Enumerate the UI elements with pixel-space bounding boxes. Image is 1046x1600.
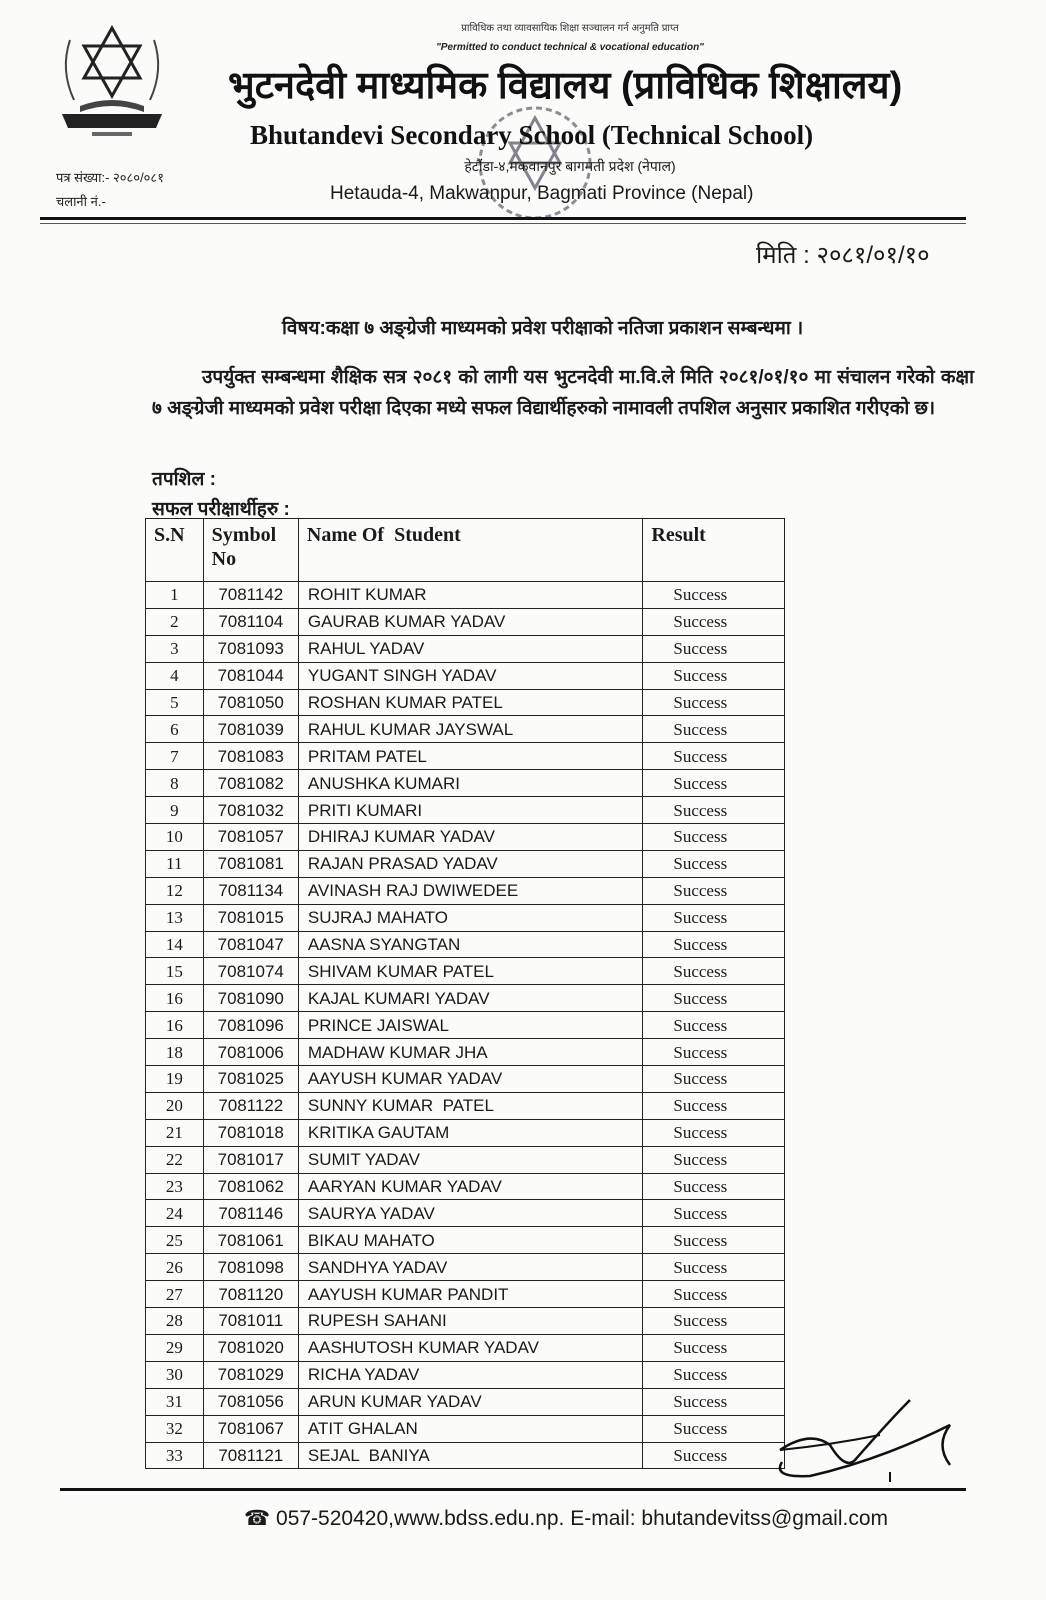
cell-result: Success: [643, 743, 785, 770]
table-row: [146, 716, 785, 743]
cell-sn: 11: [146, 850, 204, 877]
cell-symbol: 7081061: [203, 1227, 298, 1254]
cell-name: SANDHYA YADAV: [298, 1254, 643, 1281]
cell-sn: 16: [146, 1012, 204, 1039]
cell-result: Success: [643, 582, 785, 609]
cell-symbol: 7081096: [203, 1012, 298, 1039]
table-row: [146, 1442, 785, 1469]
cell-result: Success: [643, 1066, 785, 1093]
table-row: [146, 582, 785, 609]
school-name-np: भुटनदेवी माध्यमिक विद्यालय (प्राविधिक शिक्षालय): [228, 65, 903, 107]
cell-result: Success: [643, 770, 785, 797]
cell-symbol: 7081039: [203, 716, 298, 743]
cell-sn: 30: [146, 1361, 204, 1388]
cell-sn: 24: [146, 1200, 204, 1227]
cell-result: Success: [643, 1173, 785, 1200]
cell-result: Success: [643, 877, 785, 904]
table-row: [146, 824, 785, 851]
cell-symbol: 7081074: [203, 958, 298, 985]
cell-sn: 1: [146, 582, 204, 609]
cell-name: ANUSHKA KUMARI: [298, 770, 643, 797]
cell-sn: 5: [146, 689, 204, 716]
cell-name: DHIRAJ KUMAR YADAV: [298, 824, 643, 851]
cell-symbol: 7081121: [203, 1442, 298, 1469]
cell-symbol: 7081011: [203, 1308, 298, 1335]
cell-result: Success: [643, 824, 785, 851]
cell-name: AARYAN KUMAR YADAV: [298, 1173, 643, 1200]
address-np: हेटौंडा-४,मकवानपुर बागमती प्रदेश (नेपाल): [464, 158, 676, 174]
results-table: [145, 518, 785, 1469]
cell-name: PRITI KUMARI: [298, 797, 643, 824]
cell-result: Success: [643, 1308, 785, 1335]
cell-symbol: 7081017: [203, 1146, 298, 1173]
cell-symbol: 7081104: [203, 608, 298, 635]
cell-result: Success: [643, 797, 785, 824]
cell-name: YUGANT SINGH YADAV: [298, 662, 643, 689]
cell-name: RAJAN PRASAD YADAV: [298, 850, 643, 877]
cell-name: RICHA YADAV: [298, 1361, 643, 1388]
cell-symbol: 7081006: [203, 1039, 298, 1066]
reference-number: पत्र संख्या:- २०८०/०८१: [56, 170, 164, 185]
telephone-icon: ☎: [244, 1507, 271, 1530]
table-row: [146, 797, 785, 824]
cell-name: AAYUSH KUMAR PANDIT: [298, 1281, 643, 1308]
cell-sn: 16: [146, 985, 204, 1012]
cell-sn: 28: [146, 1308, 204, 1335]
table-row: [146, 1200, 785, 1227]
cell-symbol: 7081047: [203, 931, 298, 958]
cell-sn: 25: [146, 1227, 204, 1254]
cell-symbol: 7081050: [203, 689, 298, 716]
cell-name: SAURYA YADAV: [298, 1200, 643, 1227]
school-name-en: Bhutandevi Secondary School (Technical School): [250, 120, 814, 150]
cell-sn: 32: [146, 1415, 204, 1442]
table-row: [146, 850, 785, 877]
cell-result: Success: [643, 904, 785, 931]
cell-sn: 15: [146, 958, 204, 985]
cell-symbol: 7081025: [203, 1066, 298, 1093]
footer-divider: [60, 1488, 966, 1491]
cell-name: ARUN KUMAR YADAV: [298, 1388, 643, 1415]
successful-candidates-label: सफल परीक्षार्थीहरु :: [152, 499, 290, 520]
table-header-row: [146, 519, 785, 582]
cell-result: Success: [643, 850, 785, 877]
cell-name: MADHAW KUMAR JHA: [298, 1039, 643, 1066]
cell-name: RAHUL KUMAR JAYSWAL: [298, 716, 643, 743]
table-row: [146, 1388, 785, 1415]
letter-subject: विषय:कक्षा ७ अङ्ग्रेजी माध्यमको प्रवेश परीक्षाको नतिजा प्रकाशन सम्बन्धमा ।: [282, 318, 804, 339]
cell-result: Success: [643, 931, 785, 958]
header-divider: [40, 217, 966, 220]
cell-result: Success: [643, 635, 785, 662]
body-paragraph: [152, 362, 974, 424]
header-sn: S.N: [146, 519, 204, 582]
table-row: [146, 770, 785, 797]
cell-symbol: 7081015: [203, 904, 298, 931]
cell-sn: 13: [146, 904, 204, 931]
table-row: [146, 877, 785, 904]
cell-name: SEJAL BANIYA: [298, 1442, 643, 1469]
cell-result: Success: [643, 1227, 785, 1254]
table-row: [146, 1281, 785, 1308]
table-row: [146, 985, 785, 1012]
table-row: [146, 635, 785, 662]
cell-name: AAYUSH KUMAR YADAV: [298, 1066, 643, 1093]
cell-symbol: 7081120: [203, 1281, 298, 1308]
cell-sn: 14: [146, 931, 204, 958]
header-divider-thin: [40, 223, 966, 224]
cell-sn: 10: [146, 824, 204, 851]
table-row: [146, 662, 785, 689]
footer-contact: [244, 1506, 888, 1531]
cell-name: KRITIKA GAUTAM: [298, 1119, 643, 1146]
cell-result: Success: [643, 1442, 785, 1469]
cell-name: AVINASH RAJ DWIWEDEE: [298, 877, 643, 904]
permit-text-np: प्राविधिक तथा व्यावसायिक शिक्षा सञ्चालन गर्न अनुमति प्राप्त: [461, 23, 679, 34]
header-name: Name Of Student: [298, 519, 643, 582]
cell-result: Success: [643, 608, 785, 635]
cell-result: Success: [643, 1361, 785, 1388]
cell-symbol: 7081032: [203, 797, 298, 824]
table-body: [146, 582, 785, 1469]
letter-date: मिति : २०८१/०१/१०: [756, 242, 930, 269]
cell-symbol: 7081081: [203, 850, 298, 877]
cell-symbol: 7081056: [203, 1388, 298, 1415]
table-row: [146, 1308, 785, 1335]
cell-result: Success: [643, 1254, 785, 1281]
address-en: Hetauda-4, Makwanpur, Bagmati Province (Nepal): [330, 183, 754, 204]
cell-result: Success: [643, 662, 785, 689]
cell-result: Success: [643, 716, 785, 743]
table-row: [146, 1066, 785, 1093]
cell-sn: 6: [146, 716, 204, 743]
details-label: तपशिल :: [152, 469, 216, 490]
cell-sn: 27: [146, 1281, 204, 1308]
cell-sn: 26: [146, 1254, 204, 1281]
dispatch-number: चलानी नं.-: [56, 194, 106, 209]
table-row: [146, 1227, 785, 1254]
cell-result: Success: [643, 1281, 785, 1308]
cell-name: RUPESH SAHANI: [298, 1308, 643, 1335]
cell-symbol: 7081044: [203, 662, 298, 689]
cell-sn: 19: [146, 1066, 204, 1093]
cell-sn: 33: [146, 1442, 204, 1469]
table-row: [146, 1146, 785, 1173]
cell-symbol: 7081018: [203, 1119, 298, 1146]
cell-result: Success: [643, 1200, 785, 1227]
cell-symbol: 7081067: [203, 1415, 298, 1442]
cell-name: KAJAL KUMARI YADAV: [298, 985, 643, 1012]
header-result: Result: [643, 519, 785, 582]
table-row: [146, 1092, 785, 1119]
cell-result: Success: [643, 1415, 785, 1442]
cell-sn: 3: [146, 635, 204, 662]
footer-text: 057-520420,www.bdss.edu.np. E-mail: bhutandevitss@gmail.com: [276, 1507, 888, 1530]
cell-symbol: 7081090: [203, 985, 298, 1012]
cell-sn: 29: [146, 1334, 204, 1361]
cell-symbol: 7081020: [203, 1334, 298, 1361]
cell-result: Success: [643, 1012, 785, 1039]
cell-symbol: 7081029: [203, 1361, 298, 1388]
cell-sn: 18: [146, 1039, 204, 1066]
table-row: [146, 1361, 785, 1388]
header-symbol-line1: Symbol: [211, 524, 277, 546]
cell-name: SHIVAM KUMAR PATEL: [298, 958, 643, 985]
cell-name: AASHUTOSH KUMAR YADAV: [298, 1334, 643, 1361]
cell-name: SUMIT YADAV: [298, 1146, 643, 1173]
cell-name: ROSHAN KUMAR PATEL: [298, 689, 643, 716]
cell-symbol: 7081134: [203, 877, 298, 904]
cell-name: ATIT GHALAN: [298, 1415, 643, 1442]
table-row: [146, 1173, 785, 1200]
cell-sn: 23: [146, 1173, 204, 1200]
cell-result: Success: [643, 985, 785, 1012]
table-row: [146, 904, 785, 931]
cell-symbol: 7081093: [203, 635, 298, 662]
table-row: [146, 1254, 785, 1281]
cell-symbol: 7081082: [203, 770, 298, 797]
table-row: [146, 1415, 785, 1442]
table-row: [146, 689, 785, 716]
cell-sn: 20: [146, 1092, 204, 1119]
cell-sn: 21: [146, 1119, 204, 1146]
school-logo: [52, 20, 172, 150]
cell-name: AASNA SYANGTAN: [298, 931, 643, 958]
cell-sn: 2: [146, 608, 204, 635]
cell-symbol: 7081057: [203, 824, 298, 851]
cell-result: Success: [643, 1146, 785, 1173]
table-row: [146, 743, 785, 770]
cell-sn: 4: [146, 662, 204, 689]
cell-name: ROHIT KUMAR: [298, 582, 643, 609]
cell-symbol: 7081146: [203, 1200, 298, 1227]
cell-name: PRINCE JAISWAL: [298, 1012, 643, 1039]
cell-symbol: 7081122: [203, 1092, 298, 1119]
table-row: [146, 1119, 785, 1146]
cell-name: PRITAM PATEL: [298, 743, 643, 770]
cell-symbol: 7081142: [203, 582, 298, 609]
table-row: [146, 1039, 785, 1066]
signature: [770, 1390, 970, 1490]
cell-result: Success: [643, 1092, 785, 1119]
cell-symbol: 7081098: [203, 1254, 298, 1281]
cell-name: GAURAB KUMAR YADAV: [298, 608, 643, 635]
cell-result: Success: [643, 1039, 785, 1066]
cell-result: Success: [643, 1388, 785, 1415]
table-row: [146, 608, 785, 635]
cell-result: Success: [643, 689, 785, 716]
table-row: [146, 958, 785, 985]
cell-name: RAHUL YADAV: [298, 635, 643, 662]
table-row: [146, 1012, 785, 1039]
cell-result: Success: [643, 1334, 785, 1361]
cell-sn: 9: [146, 797, 204, 824]
body-text: उपर्युक्त सम्बन्धमा शैक्षिक सत्र २०८१ को लागी यस भुटनदेवी मा.वि.ले मिति २०८१/०१/१० मा संचालन गरेको कक्षा ७ अङ्ग्रेजी माध्यमको प्रवेश परीक्षा दिएका मध्ये सफल विद्यार्थीहरुको नामावली तपशिल अनुसार प्रकाशित गरीएको छ।: [152, 367, 974, 419]
cell-sn: 7: [146, 743, 204, 770]
table-row: [146, 931, 785, 958]
permit-text-en: "Permitted to conduct technical & vocational education": [436, 42, 704, 53]
cell-name: SUJRAJ MAHATO: [298, 904, 643, 931]
cell-name: BIKAU MAHATO: [298, 1227, 643, 1254]
cell-sn: 22: [146, 1146, 204, 1173]
cell-sn: 31: [146, 1388, 204, 1415]
cell-result: Success: [643, 958, 785, 985]
cell-symbol: 7081083: [203, 743, 298, 770]
cell-result: Success: [643, 1119, 785, 1146]
cell-sn: 12: [146, 877, 204, 904]
cell-name: SUNNY KUMAR PATEL: [298, 1092, 643, 1119]
table-row: [146, 1334, 785, 1361]
cell-sn: 8: [146, 770, 204, 797]
header-symbol-line2: No: [211, 548, 237, 570]
header-symbol: [203, 519, 298, 582]
cell-symbol: 7081062: [203, 1173, 298, 1200]
